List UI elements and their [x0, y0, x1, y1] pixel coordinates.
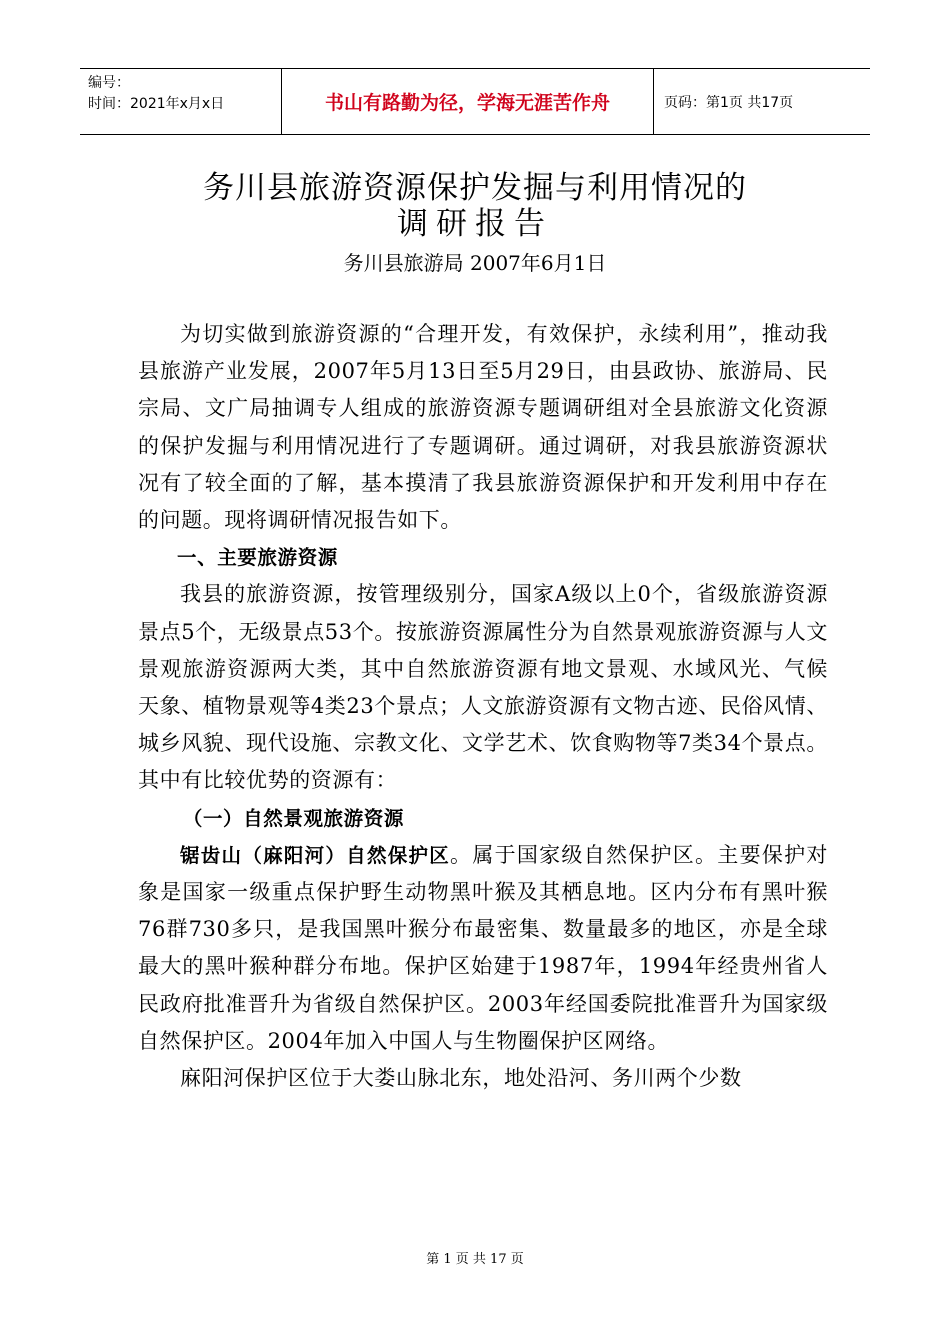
item-paragraph: [138, 837, 828, 1060]
item-continuation: 麻阳河保护区位于大娄山脉北东，地处沿河、务川两个少数: [180, 1066, 742, 1091]
item-name: 锯齿山（麻阳河）自然保护区: [180, 843, 451, 867]
section-paragraph: 我县的旅游资源，按管理级别分，国家A级以上0个，省级旅游资源景点5个，无级景点53个。按旅游资源属性分为自然景观旅游资源与人文景观旅游资源两大类，其中自然旅游资源有地文景观、水域风光、气候天象、植物景观等4类23个景点；人文旅游资源有文物古迹、民俗风情、城乡风貌、现代设施、宗教文化、文学艺术、饮食购物等7类34个景点。其中有比较优势的资源有：: [138, 582, 828, 793]
number-label: 编号：: [88, 75, 130, 91]
document-body: [138, 316, 828, 1097]
page-footer: 第 1 页 共 17 页: [426, 1252, 524, 1267]
header-page-info: 页码：第1页 共17页: [664, 94, 794, 111]
intro-paragraph: 为切实做到旅游资源的“合理开发，有效保护，永续利用”，推动我县旅游产业发展，2007年5月13日至5月29日，由县政协、旅游局、民宗局、文广局抽调专人组成的旅游资源专题调研组对全县旅游文化资源的保护发掘与利用情况进行了专题调研。通过调研，对我县旅游资源状况有了较全面的了解，基本摸清了我县旅游资源保护和开发利用中存在的问题。现将调研情况报告如下。: [138, 322, 828, 533]
header-motto: 书山有路勤为径，学海无涯苦作舟: [282, 69, 654, 134]
document-title-line1: 务川县旅游资源保护发掘与利用情况的: [203, 170, 747, 206]
document-byline: 务川县旅游局 2007年6月1日: [343, 251, 607, 275]
time-label: 时间：2021年x月x日: [88, 96, 225, 112]
subsection-heading: （一）自然景观旅游资源: [182, 806, 404, 830]
item-text: 。属于国家级自然保护区。主要保护对象是国家一级重点保护野生动物黑叶猴及其栖息地。区内分布有黑叶猴76群730多只，是我国黑叶猴分布最密集、数量最多的地区，亦是全球最大的黑叶猴种群分布地。保护区始建于1987年，1994年经贵州省人民政府批准晋升为省级自然保护区。2003年经国委院批准晋升为国家级自然保护区。2004年加入中国人与生物圈保护区网络。: [138, 842, 828, 1053]
section-heading: 一、主要旅游资源: [177, 546, 338, 570]
header-meta: [80, 69, 282, 134]
document-title-line2: 调研报告: [397, 206, 553, 242]
document-header: [80, 68, 870, 135]
